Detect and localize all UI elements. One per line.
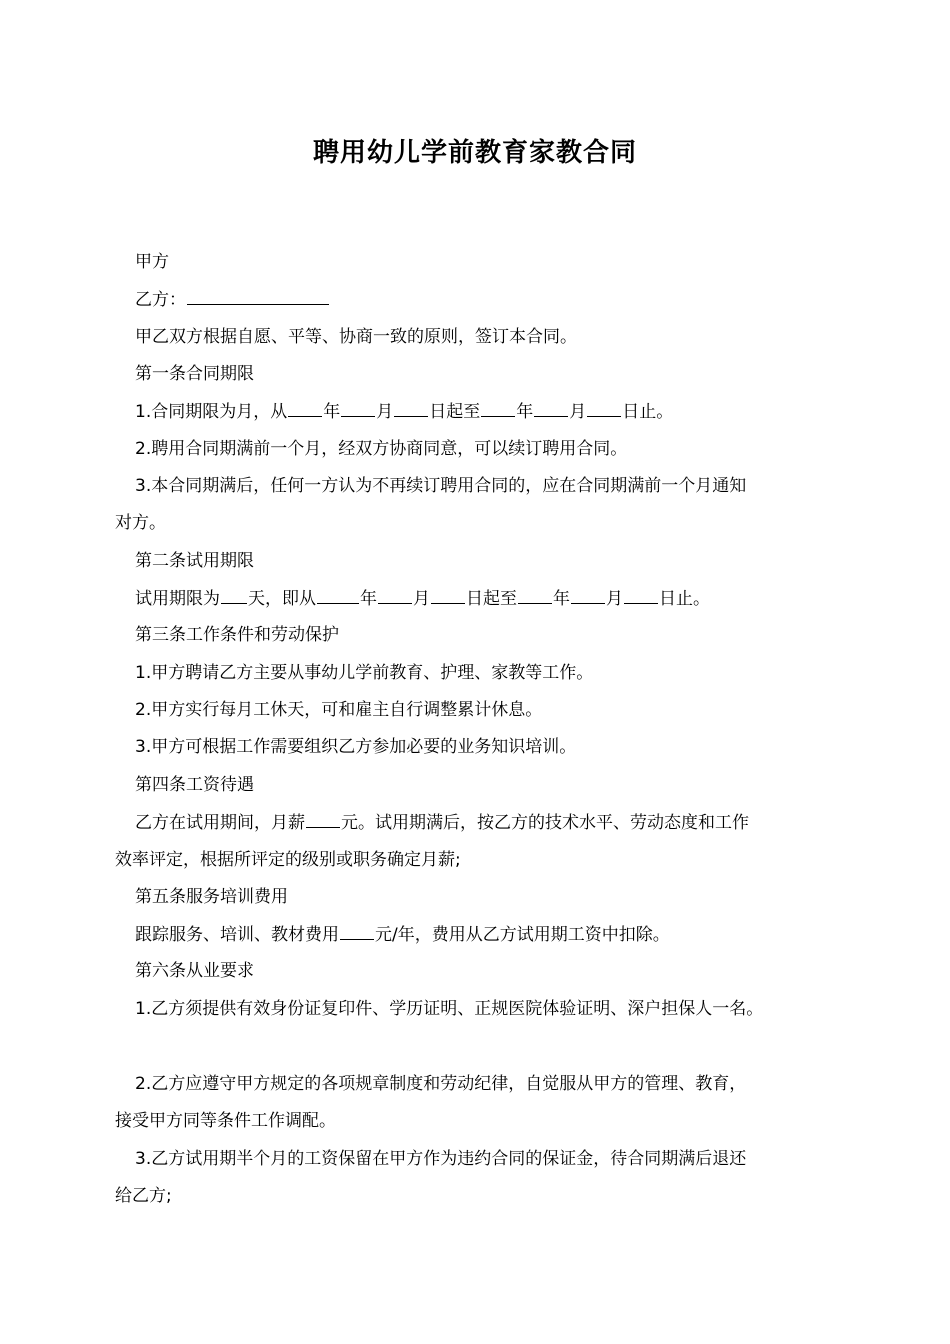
clause-text: 日起至: [466, 589, 517, 609]
blank: [587, 400, 621, 417]
article-1-clause-2: 2.聘用合同期满前一个月，经双方协商同意，可以续订聘用合同。: [135, 439, 628, 459]
article-6-clause-3-cont: 给乙方;: [115, 1186, 172, 1206]
article-5-heading: 第五条服务培训费用: [135, 887, 288, 907]
blank: [394, 400, 428, 417]
blank: [288, 400, 322, 417]
blank: [221, 587, 247, 604]
clause-text: 天，即从: [248, 589, 316, 609]
clause-text: 跟踪服务、培训、教材费用: [135, 925, 339, 945]
blank: [571, 587, 605, 604]
article-4-heading: 第四条工资待遇: [135, 775, 254, 795]
article-3-clause-3: 3.甲方可根据工作需要组织乙方参加必要的业务知识培训。: [135, 737, 577, 757]
clause-text: 日起至: [429, 402, 481, 422]
blank: [481, 400, 515, 417]
clause-text: 年: [516, 402, 534, 422]
article-1-heading: 第一条合同期限: [135, 364, 254, 384]
article-6-clause-2-cont: 接受甲方同等条件工作调配。: [115, 1111, 336, 1131]
article-2-heading: 第二条试用期限: [135, 551, 254, 571]
clause-text: 1.合同期限为月，从: [135, 402, 288, 422]
party-b-line: [135, 288, 330, 312]
clause-text: 月: [569, 402, 587, 422]
clause-text: 试用期限为: [135, 589, 220, 609]
article-6-clause-3: 3.乙方试用期半个月的工资保留在甲方作为违约合同的保证金，待合同期满后退还: [135, 1149, 747, 1169]
article-4-clause-1: [135, 811, 749, 835]
article-4-clause-1-cont: 效率评定，根据所评定的级别或职务确定月薪;: [115, 850, 461, 870]
clause-text: 元。试用期满后，按乙方的技术水平、劳动态度和工作: [341, 813, 749, 833]
blank: [518, 587, 552, 604]
article-5-clause-1: [135, 923, 670, 947]
party-a-line: 甲方: [135, 252, 169, 272]
blank: [340, 923, 374, 940]
article-6-clause-1: 1.乙方须提供有效身份证复印件、学历证明、正规医院体验证明、深户担保人一名。: [135, 999, 764, 1019]
clause-text: 年: [323, 402, 341, 422]
blank: [341, 400, 375, 417]
clause-text: 乙方在试用期间，月薪: [135, 813, 305, 833]
clause-text: 月: [606, 589, 623, 609]
article-1-clause-1: [135, 400, 673, 424]
clause-text: 年: [553, 589, 570, 609]
article-3-clause-2: 2.甲方实行每月工休天，可和雇主自行调整累计休息。: [135, 700, 543, 720]
party-b-blank: [187, 288, 329, 305]
blank: [431, 587, 465, 604]
clause-text: 元/年，费用从乙方试用期工资中扣除。: [375, 925, 670, 945]
blank: [624, 587, 658, 604]
article-6-clause-2: 2.乙方应遵守甲方规定的各项规章制度和劳动纪律，自觉服从甲方的管理、教育，: [135, 1074, 747, 1094]
article-6-heading: 第六条从业要求: [135, 961, 254, 981]
blank: [317, 587, 359, 604]
clause-text: 日止。: [659, 589, 710, 609]
article-1-clause-3: 3.本合同期满后，任何一方认为不再续订聘用合同的，应在合同期满前一个月通知: [135, 476, 747, 496]
blank: [378, 587, 412, 604]
clause-text: 月: [376, 402, 394, 422]
article-1-clause-3-cont: 对方。: [115, 513, 166, 533]
clause-text: 年: [360, 589, 377, 609]
clause-text: 日止。: [622, 402, 674, 422]
article-2-clause-1: [135, 587, 710, 611]
party-b-label: 乙方：: [135, 290, 186, 310]
document-title: 聘用幼儿学前教育家教合同: [312, 138, 637, 168]
blank: [534, 400, 568, 417]
intro-paragraph: 甲乙双方根据自愿、平等、协商一致的原则，签订本合同。: [135, 327, 577, 347]
blank: [306, 811, 340, 828]
clause-text: 月: [413, 589, 430, 609]
article-3-clause-1: 1.甲方聘请乙方主要从事幼儿学前教育、护理、家教等工作。: [135, 663, 594, 683]
article-3-heading: 第三条工作条件和劳动保护: [135, 625, 339, 645]
